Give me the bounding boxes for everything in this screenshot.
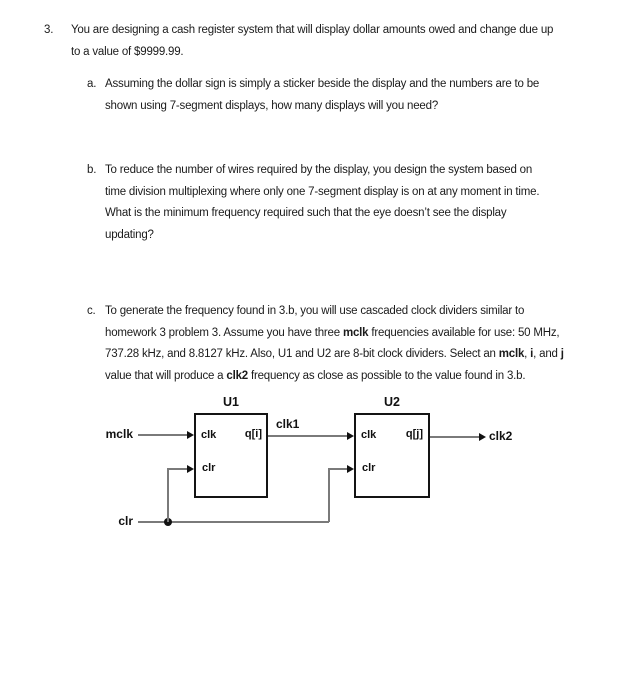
- intro-line: to a value of $9999.99.: [71, 45, 184, 58]
- part-c-line: homework 3 problem 3. Assume you have three mclk frequencies available for use: 50 MHz,: [105, 326, 560, 339]
- u2-clk-port-label: clk: [361, 429, 377, 441]
- part-b-line: time division multiplexing where only one 7-segment display is on at any moment in time.: [105, 185, 540, 198]
- u1-clk-port-label: clk: [201, 429, 217, 441]
- clk1-signal-label: clk1: [276, 417, 300, 431]
- u1-clr-arrowhead-icon: [187, 465, 194, 473]
- problem-intro: [71, 20, 553, 63]
- clk2-wire: [430, 436, 479, 438]
- u1-title: U1: [223, 395, 239, 409]
- part-b-line: To reduce the number of wires required by the display, you design the system based on: [105, 164, 533, 176]
- u1-clr-port-label: clr: [202, 462, 216, 474]
- part-a-line: shown using 7-segment displays, how many displays will you need?: [105, 99, 439, 112]
- clk2-signal-label: clk2: [489, 429, 513, 443]
- part-b-line: updating?: [105, 228, 154, 241]
- u2-clr-port-label: clr: [362, 462, 376, 474]
- u2-box: [354, 413, 430, 498]
- part-a-line: Assuming the dollar sign is simply a sticker beside the display and the numbers are to be: [105, 78, 540, 90]
- clr-u2-horizontal-wire: [328, 468, 347, 470]
- clr-u1-vertical-wire: [167, 468, 169, 522]
- u2-q-port-label: q[j]: [405, 428, 423, 440]
- part-c-line: 737.28 kHz, and 8.8127 kHz. Also, U1 and U2 are 8-bit clock dividers. Select an mclk, i, and j: [105, 348, 564, 360]
- part-a-text: [105, 74, 539, 117]
- clk1-wire: [268, 435, 347, 437]
- part-c-text: [105, 301, 564, 387]
- part-b-label: b.: [87, 164, 97, 176]
- mclk-signal-label: mclk: [105, 427, 133, 441]
- clr-u1-horizontal-wire: [167, 468, 187, 470]
- intro-line: You are designing a cash register system that will display dollar amounts owed and change due up: [71, 24, 554, 36]
- part-a-label: a.: [87, 78, 97, 90]
- part-c-line: To generate the frequency found in 3.b, you will use cascaded clock dividers similar to: [105, 305, 525, 317]
- mclk-wire: [138, 434, 188, 436]
- clr-signal-label: clr: [118, 514, 133, 528]
- u1-q-port-label: q[i]: [244, 428, 262, 440]
- u2-clr-arrowhead-icon: [347, 465, 354, 473]
- u1-clk-arrowhead-icon: [187, 431, 194, 439]
- part-b-text: [105, 160, 539, 246]
- part-b-line: What is the minimum frequency required such that the eye doesn’t see the display: [105, 207, 507, 219]
- part-c-label: c.: [87, 305, 96, 317]
- clk2-arrowhead-icon: [479, 433, 486, 441]
- u2-clk-arrowhead-icon: [347, 432, 354, 440]
- problem-number: 3.: [44, 24, 54, 36]
- u1-box: [194, 413, 268, 498]
- part-c-line: value that will produce a clk2 frequency as close as possible to the value found in 3.b.: [105, 369, 526, 382]
- clr-u2-vertical-wire: [328, 468, 330, 522]
- u2-title: U2: [384, 395, 400, 409]
